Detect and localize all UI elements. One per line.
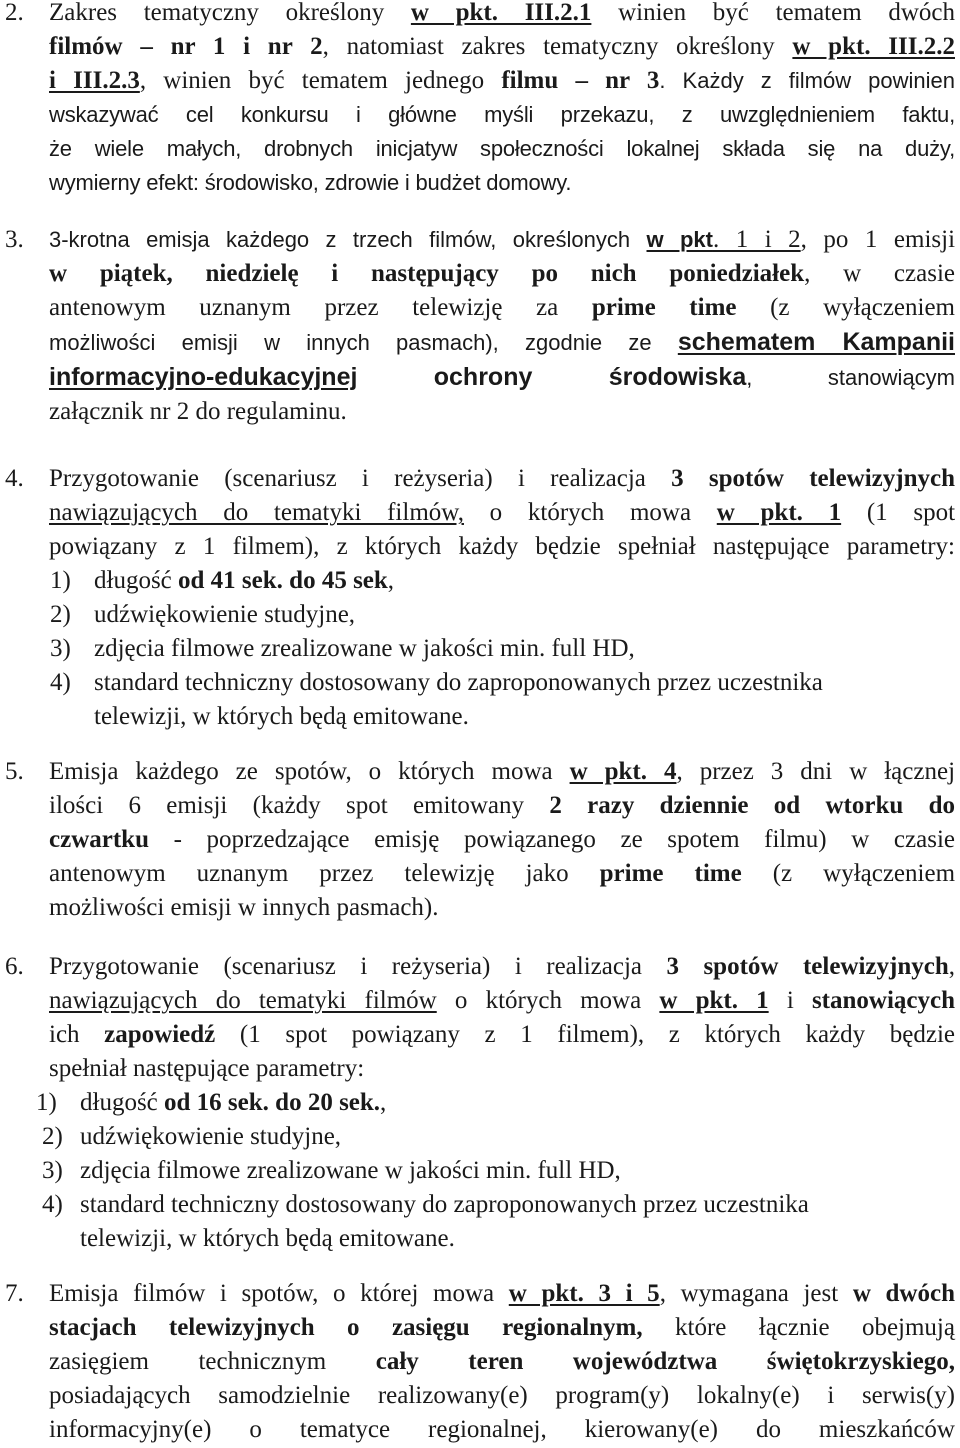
reference-link: w pkt xyxy=(646,227,713,252)
sub-item xyxy=(50,598,355,632)
bold-run: ochrony środowiska xyxy=(357,363,747,391)
text-line xyxy=(49,0,955,30)
sub-item xyxy=(42,1120,341,1154)
text-run: długość xyxy=(80,1089,165,1116)
sub-item-number: 1) xyxy=(50,567,71,594)
text-run: Przygotowanie (scenariusz i reżyseria) i realizacja xyxy=(49,465,672,492)
reference-link: informacyjno-edukacyjnej xyxy=(49,363,358,391)
item-text xyxy=(49,1277,955,1447)
text-run: długość xyxy=(94,567,179,594)
sub-item xyxy=(50,632,635,666)
bold-run: czwartku xyxy=(49,826,149,853)
sub-item-text: telewizji, w których będą emitowane. xyxy=(80,1225,455,1252)
text-line xyxy=(49,1018,955,1052)
bold-run: prime time xyxy=(591,294,737,321)
bold-run: od 16 sek. do 20 sek. xyxy=(164,1089,381,1116)
text-run: , natomiast zakres tematyczny określony xyxy=(322,33,793,60)
bold-run: w dwóch xyxy=(852,1280,955,1307)
bold-run: cały teren województwa świętokrzyskiego, xyxy=(375,1348,955,1375)
item-text xyxy=(49,223,955,429)
text-run: 3-krotna emisja każdego z trzech filmów, określonych xyxy=(49,227,647,252)
item-text xyxy=(49,950,955,1086)
text-line xyxy=(49,857,955,891)
item-number: 7. xyxy=(5,1280,24,1307)
item-number: 3. xyxy=(5,226,24,253)
text-run: , po 1 emisji xyxy=(800,226,956,253)
sub-item xyxy=(36,1086,386,1120)
text-run: , winien być tematem jednego xyxy=(139,67,502,94)
text-line: możliwości emisji w innych pasmach). xyxy=(49,894,439,921)
text-run: o których mowa xyxy=(463,499,717,526)
text-run: Zakres tematyczny określony xyxy=(49,0,411,26)
text-run: , xyxy=(380,1089,387,1116)
item-number: 5. xyxy=(5,758,24,785)
text-run: , xyxy=(387,567,395,594)
text-line: spełniał następujące parametry: xyxy=(49,1055,365,1082)
text-line xyxy=(49,950,955,984)
underlined-run: nawiązujących do tematyki filmów, xyxy=(49,499,464,526)
text-run: Emisja filmów i spotów, o której mowa xyxy=(49,1280,509,1307)
item-text xyxy=(49,755,955,925)
text-run: antenowym uznanym przez telewizję jako xyxy=(49,860,600,887)
bold-run: 2 razy dziennie od wtorku do xyxy=(549,792,955,819)
text-line xyxy=(49,823,955,857)
reference-link: schematem Kampanii xyxy=(677,328,955,356)
text-run: (1 spot xyxy=(841,499,956,526)
text-run: , w czasie xyxy=(804,260,955,287)
reference-link: w pkt. 3 i 5 xyxy=(508,1280,660,1307)
text-line xyxy=(49,462,955,496)
bold-run: 3 spotów telewizyjnych xyxy=(666,953,949,980)
item-text xyxy=(49,462,955,564)
text-run: , xyxy=(948,953,955,980)
sub-item-text: udźwiękowienie studyjne, xyxy=(94,601,356,628)
sub-item-text: standard techniczny dostosowany do zaproponowanych przez uczestnika xyxy=(94,669,823,696)
text-run: , stanowiącym xyxy=(746,365,955,390)
reference-link: w pkt. III.2.2 xyxy=(792,33,955,60)
text-line xyxy=(49,64,955,98)
text-run: (z wyłączeniem xyxy=(736,294,956,321)
text-line xyxy=(49,755,955,789)
text-line xyxy=(49,30,955,64)
reference-link: i III.2.3 xyxy=(49,67,140,94)
text-line xyxy=(49,1311,955,1345)
bold-run: stanowiących xyxy=(811,987,956,1014)
sub-item-continuation xyxy=(94,700,469,734)
text-line xyxy=(49,257,955,291)
text-line: powiązany z 1 filmem), z których każdy będzie spełniał następujące parametry: xyxy=(49,533,955,560)
sub-item xyxy=(50,564,394,598)
bold-run: stacjach telewizyjnych o zasięgu regionalnym, xyxy=(49,1314,643,1341)
text-run: Emisja każdego ze spotów, o których mowa xyxy=(49,758,570,785)
item-number: 4. xyxy=(5,465,24,492)
bold-run: filmów – nr 1 i nr 2 xyxy=(49,33,323,60)
reference-link: w pkt. 1 xyxy=(659,987,769,1014)
text-run: i xyxy=(768,987,812,1014)
text-line xyxy=(49,1277,955,1311)
sub-item xyxy=(42,1188,809,1222)
text-line: wymierny efekt: środowisko, zdrowie i budżet domowy. xyxy=(49,170,572,195)
bold-run: od 41 sek. do 45 sek xyxy=(178,567,388,594)
reference-link: w pkt. 4 xyxy=(569,758,677,785)
text-line xyxy=(49,291,955,325)
text-run: możliwości emisji w innych pasmach), zgodnie ze xyxy=(49,330,678,355)
text-run: o których mowa xyxy=(436,987,660,1014)
sub-item-number: 3) xyxy=(42,1157,63,1184)
sub-item-text: udźwiękowienie studyjne, xyxy=(80,1123,342,1150)
bold-run: filmu – nr 3 xyxy=(501,67,660,94)
text-run: , wymagana jest xyxy=(659,1280,853,1307)
text-run: (1 spot powiązany z 1 filmem), z których każdy będzie xyxy=(215,1021,956,1048)
text-run: antenowym uznanym przez telewizję za xyxy=(49,294,592,321)
sub-item-continuation xyxy=(80,1222,455,1256)
text-line: wskazywać cel konkursu i główne myśli przekazu, z uwzględnieniem faktu, xyxy=(49,102,955,127)
text-run: ilości 6 emisji (każdy spot emitowany xyxy=(49,792,550,819)
sub-item-text: zdjęcia filmowe zrealizowane w jakości min. full HD, xyxy=(94,635,635,662)
bold-run: prime time xyxy=(599,860,742,887)
sub-item-number: 3) xyxy=(50,635,71,662)
text-run: (z wyłączeniem xyxy=(741,860,956,887)
sub-item xyxy=(42,1154,621,1188)
underlined-run: nawiązujących do tematyki filmów xyxy=(49,987,437,1014)
item-text xyxy=(49,0,955,200)
bold-run: zapowiedź xyxy=(104,1021,216,1048)
sub-item-text: telewizji, w których będą emitowane. xyxy=(94,703,469,730)
sub-item-number: 4) xyxy=(50,669,71,696)
sub-item-text: zdjęcia filmowe zrealizowane w jakości min. full HD, xyxy=(80,1157,621,1184)
text-run: zasięgiem technicznym xyxy=(49,1348,376,1375)
bold-run: 3 spotów telewizyjnych xyxy=(671,465,955,492)
text-run: które łącznie obejmują xyxy=(642,1314,955,1341)
reference-link: w pkt. 1 xyxy=(716,499,842,526)
sub-item-text: standard techniczny dostosowany do zaproponowanych przez uczestnika xyxy=(80,1191,809,1218)
text-line: załącznik nr 2 do regulaminu. xyxy=(49,398,347,425)
sub-item-number: 1) xyxy=(36,1089,57,1116)
text-line xyxy=(49,360,955,395)
text-run: ich xyxy=(49,1021,105,1048)
text-run: . Każdy z filmów powinien xyxy=(659,68,955,93)
text-line xyxy=(49,789,955,823)
text-run: Przygotowanie (scenariusz i reżyseria) i realizacja xyxy=(49,953,667,980)
text-run: - poprzedzające emisję powiązanego ze spotem filmu) w czasie xyxy=(148,826,955,853)
text-line: informacyjny(e) o tematyce regionalnej, kierowany(e) do mieszkańców xyxy=(49,1416,955,1443)
item-number: 2. xyxy=(5,0,24,26)
item-number: 6. xyxy=(5,953,24,980)
reference-link: . 1 i 2 xyxy=(712,226,801,253)
text-line xyxy=(49,1345,955,1379)
text-line: posiadających samodzielnie realizowany(e) program(y) lokalny(e) i serwis(y) xyxy=(49,1382,955,1409)
sub-item-number: 2) xyxy=(42,1123,63,1150)
text-line xyxy=(49,984,955,1018)
text-line xyxy=(49,223,955,257)
sub-item xyxy=(50,666,823,700)
text-line xyxy=(49,496,955,530)
sub-item-number: 2) xyxy=(50,601,71,628)
text-run: winien być tematem dwóch xyxy=(591,0,955,26)
sub-item-number: 4) xyxy=(42,1191,63,1218)
text-line xyxy=(49,325,955,360)
bold-run: w piątek, niedzielę i następujący po nich poniedziałek xyxy=(49,260,805,287)
text-line: że wiele małych, drobnych inicjatyw społeczności lokalnej składa się na duży, xyxy=(49,136,955,161)
text-run: , przez 3 dni w łącznej xyxy=(676,758,956,785)
reference-link: w pkt. III.2.1 xyxy=(410,0,592,26)
